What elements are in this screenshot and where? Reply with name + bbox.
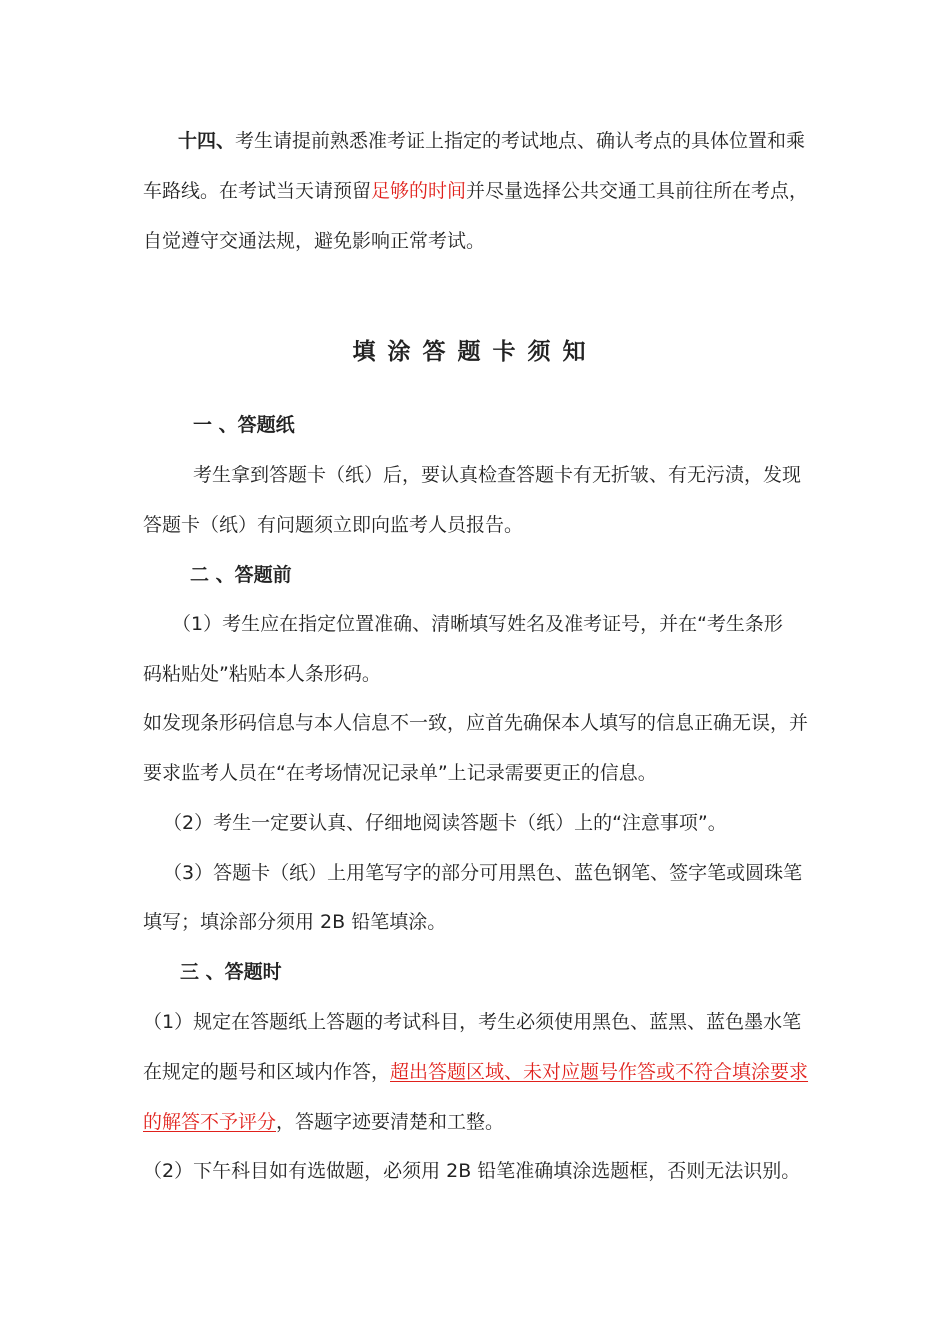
section2-p3-line2: 填写；填涂部分须用 2B 铅笔填涂。 [143, 911, 447, 933]
item14-number: 十四、 [178, 130, 236, 152]
section1-line2: 答题卡（纸）有问题须立即向监考人员报告。 [143, 514, 524, 536]
section2-p1-line2: 码粘贴处”粘贴本人条形码。 [143, 663, 381, 685]
item14-line2-before: 车路线。在考试当天请预留 [143, 180, 372, 202]
page-title: 填涂答题卡须知 [352, 339, 598, 365]
item14-highlight: 足够的时间 [371, 180, 467, 202]
section3-p2: （2）下午科目如有选做题，必须用 2B 铅笔准确填涂选题框，否则无法识别。 [143, 1160, 801, 1182]
section3-heading: 三 、答题时 [180, 961, 282, 983]
section3-p1-line2-before: 在规定的题号和区域内作答， [143, 1061, 391, 1083]
section3-p1-line1: （1）规定在答题纸上答题的考试科目，考生必须使用黑色、蓝黑、蓝色墨水笔 [143, 1011, 802, 1033]
section3-p1-line3-after: ，答题字迹要清楚和工整。 [276, 1111, 505, 1133]
section3-highlight-part1: 超出答题区域、未对应题号作答或不符合填涂要求 [390, 1061, 809, 1083]
section1-heading: 一 、答题纸 [193, 414, 295, 436]
section2-p1-line4: 要求监考人员在“在考场情况记录单”上记录需要更正的信息。 [143, 762, 657, 784]
item14-line3: 自觉遵守交通法规，避免影响正常考试。 [143, 230, 486, 252]
section3-highlight-part2: 的解答不予评分 [143, 1111, 277, 1133]
section2-p1-line1: （1）考生应在指定位置准确、清晰填写姓名及准考证号，并在“考生条形 [172, 613, 783, 635]
section1-line1: 考生拿到答题卡（纸）后，要认真检查答题卡有无折皱、有无污渍，发现 [193, 464, 802, 486]
item14-line2-after: 并尽量选择公共交通工具前往所在考点， [466, 180, 809, 202]
item14-line1 [178, 128, 818, 154]
section3-p1-line3 [143, 1109, 813, 1135]
item14-line2 [143, 178, 813, 204]
section2-p3-line1: （3）答题卡（纸）上用笔写字的部分可用黑色、蓝色钢笔、签字笔或圆珠笔 [163, 862, 803, 884]
section2-p1-line3: 如发现条形码信息与本人信息不一致，应首先确保本人填写的信息正确无误，并 [143, 712, 809, 734]
section2-heading: 二 、答题前 [190, 564, 292, 586]
section2-p2: （2）考生一定要认真、仔细地阅读答题卡（纸）上的“注意事项”。 [163, 812, 727, 834]
section3-p1-line2 [143, 1059, 813, 1085]
item14-line1-text: 考生请提前熟悉准考证上指定的考试地点、确认考点的具体位置和乘 [235, 130, 806, 152]
